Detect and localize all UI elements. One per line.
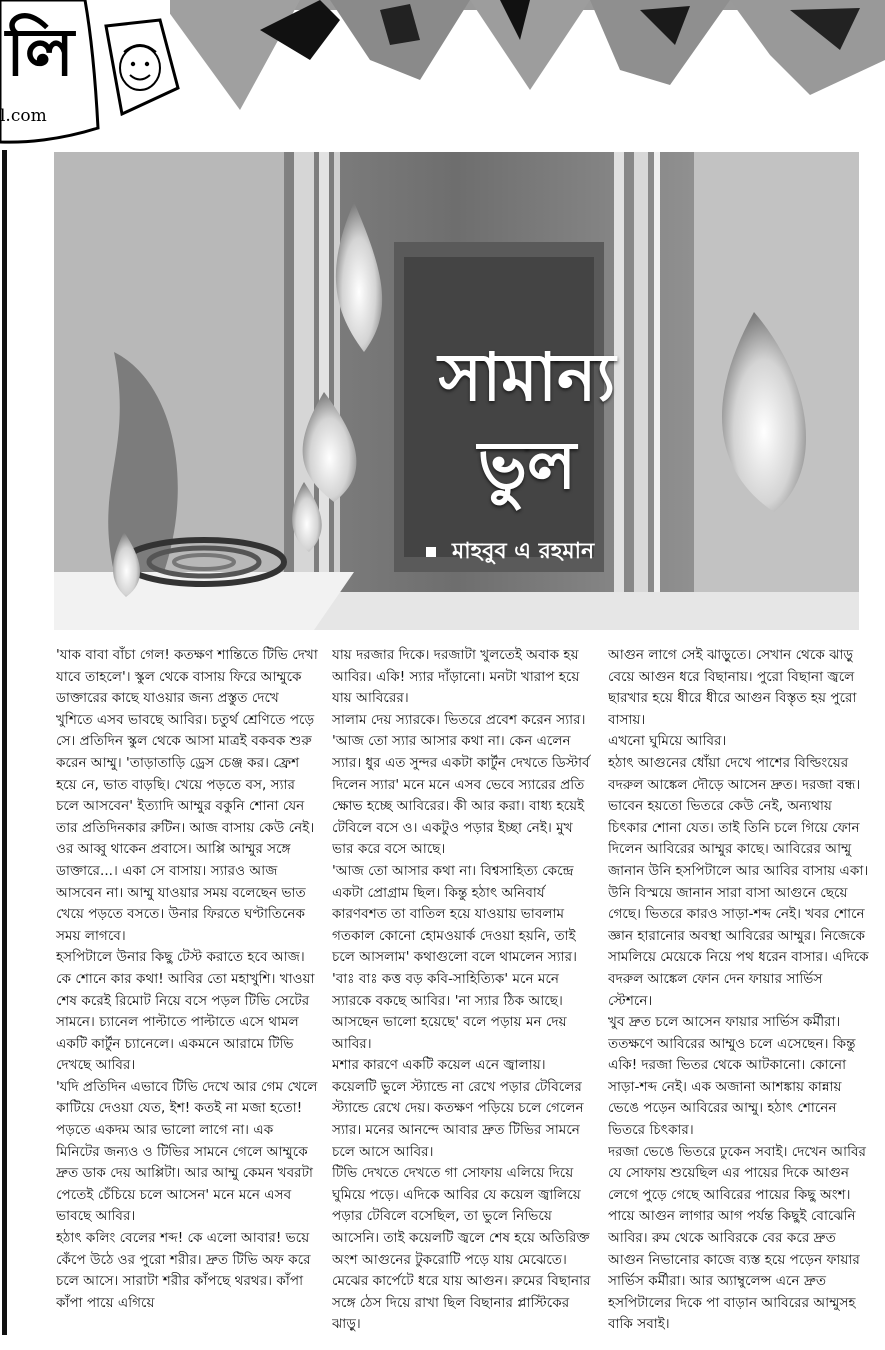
article-byline <box>426 534 594 571</box>
paragraph: মশার কারণে একটি কয়েল এনে জ্বালায়। কয়েলটি ভুলে স্ট্যান্ডে না রেখে পড়ার টেবিলের স্ট্যান্ডে রেখে দেয়। কতক্ষণ পড়িয়ে চলে গেলেন স্যার। মনের আনন্দে আবার দ্রুত টিভির সামনে চলে আসে আবির। <box>332 1057 584 1160</box>
paragraph: সালাম দেয় স্যারকে। ভিতরে প্রবেশ করেন স্যার। 'আজ তো স্যার আসার কথা না। কেন এলেন স্যার। ধুর এত সুন্দর একটা কার্টুন দেখতে ডিস্টার্ব দিলেন স্যার' মনে মনে এসব ভেবে স্যারের প্রতি ক্ষোভ হচ্ছে আবিরের। কী আর করা। বাধ্য হয়েই টেবিলে বসে ও। একটুও পড়ার ইচ্ছা নেই। মুখ ভার করে বসে আছে। <box>332 711 590 858</box>
paragraph: হসপিটালে উনার কিছু টেস্ট করাতে হবে আজ। কে শোনে কার কথা! আবির তো মহাখুশি। খাওয়া শেষ করেই রিমোট নিয়ে বসে পড়ল টিভি সেটের সামনে। চ্যানেল পাল্টাতে পাল্টাতে এসে থামল একটি কার্টুন চ্যানেলে। একমনে আরামে টিভি দেখছে আবির। <box>56 949 315 1074</box>
paragraph: 'যাক বাবা বাঁচা গেল! কতক্ষণ শান্তিতে টিভি দেখা যাবে তাহলে'। স্কুল থেকে বাসায় ফিরে আম্মুকে ডাক্তারের কাছে যাওয়ার জন্য প্রস্তুত দেখে খুশিতে এসব ভাবছে আবির। চতুর্থ শ্রেণিতে পড়ে সে। প্রতিদিন স্কুল থেকে আসা মাত্রই বকবক শুরু করেন আম্মু। 'তাড়াতাড়ি ড্রেস চেঞ্জ কর। ফ্রেশ হয়ে নে, ভাত বাড়ছি। খেয়ে পড়তে বস, স্যার চলে আসবেন' ইত্যাদি আম্মুর বকুনি শোনা যেন তার প্রতিদিনকার রুটিন। আজ বাসায় কেউ নেই। ওর আব্বু থাকেন প্রবাসে। আপ্পি আম্মুর সঙ্গে ডাক্তারে...। একা সে বাসায়। স্যারও আজ আসবেন না। আম্মু যাওয়ার সময় বলেছেন ভাত খেয়ে পড়তে বসতে। উনার ফিরতে ঘণ্টাতিনেক সময় লাগবে। <box>56 647 318 944</box>
article-column-1 <box>56 645 318 1335</box>
brand-url: l.com <box>0 106 47 126</box>
paragraph: হঠাৎ কলিং বেলের শব্দ! কে এলো আবার! ভয়ে কেঁপে উঠে ওর পুরো শরীর। দ্রুত টিভি অফ করে চলে আসে। সারাটা শরীর কাঁপছে থরথর। কাঁপা কাঁপা পায়ে এগিয়ে <box>56 1230 311 1311</box>
masthead <box>0 0 885 150</box>
article-title-line-2: ভুল <box>477 427 577 504</box>
masthead-decoration <box>170 0 885 110</box>
side-rule <box>2 150 7 1335</box>
author-name: মাহবুব এ রহমান <box>452 539 595 564</box>
paragraph: হঠাৎ আগুনের ধোঁয়া দেখে পাশের বিল্ডিংয়ের বদরুল আঙ্কেল দৌড়ে আসেন দ্রুত। দরজা বন্ধ। ভাবেন হয়তো ভিতরে কেউ নেই, অন্যথায় চিৎকার শোনা যেত। তাই তিনি চলে গিয়ে ফোন দিলেন আবিরের আম্মুর কাছে। আবিরের আম্মু জানান উনি হসপিটালে আর আবির বাসায় একা। উনি বিস্ময়ে জানান সারা বাসা আগুনে ছেয়ে গেছে। ভিতরে কারও সাড়া-শব্দ নেই। খবর শোনে জ্ঞান হারানোর অবস্থা আবিরের আম্মুর। নিজেকে সামলিয়ে মেয়েকে নিয়ে পথ ধরেন বাসার। এদিকে বদরুল আঙ্কেল ফোন দেন ফায়ার সার্ভিস স্টেশনে। <box>608 754 869 1009</box>
brand-logo[interactable] <box>0 0 100 145</box>
article-column-3 <box>608 645 870 1335</box>
paragraph: যায় দরজার দিকে। দরজাটা খুলতেই অবাক হয় আবির। একি! স্যার দাঁড়ানো। মনটা খারাপ হয়ে যায় আবিরের। <box>332 647 580 707</box>
paragraph: এখনো ঘুমিয়ে আবির। <box>608 733 727 750</box>
article-title <box>402 334 652 510</box>
paragraph: টিভি দেখতে দেখতে গা সোফায় এলিয়ে দিয়ে ঘুমিয়ে পড়ে। এদিকে আবির যে কয়েল জ্বালিয়ে পড়ার টেবিলে বসেছিল, তা ভুলে নিভিয়ে আসেনি। তাই কয়েলটি জ্বলে শেষ হয়ে অতিরিক্ত অংশ আগুনের টুকরোটি পড়ে যায় মেঝেতে। মেঝের কার্পেটে ধরে যায় আগুন। রুমের বিছানার সঙ্গে ঠেস দিয়ে রাখা ছিল বিছানার প্লাস্টিকের ঝাড়ু। <box>332 1165 591 1333</box>
brand-glyph: লি <box>6 14 75 91</box>
paragraph: 'যদি প্রতিদিন এভাবে টিভি দেখে আর গেম খেলে কাটিয়ে দেওয়া যেত, ইশ! কতই না মজা হতো! পড়তে একদম আর ভালো লাগে না। এক মিনিটের জন্যও ও টিভির সামনে গেলে আম্মুকে দ্রুত ডাক দেয় আপ্পিটা। আর আম্মু কেমন খবরটা পেতেই চেঁচিয়ে চলে আসেন' মনে মনে এসব ভাবছে আবির। <box>56 1078 318 1225</box>
bullet-square-icon <box>426 547 436 557</box>
paragraph: 'আজ তো আসার কথা না। বিশ্বসাহিত্য কেন্দ্রে একটা প্রোগ্রাম ছিল। কিন্তু হঠাৎ অনিবার্য কারণবশত তা বাতিল হয়ে যাওয়ায় ভাবলাম গতকাল কোনো হোমওয়ার্ক দেওয়া হয়নি, তাই চলে আসলাম' কথাগুলো বলে থামলেন স্যার। 'বাঃ বাঃ কত্ত বড় কবি-সাহিত্যিক' মনে মনে স্যারকে বকছে আবির। 'না স্যার ঠিক আছে। আসছেন ভালো হয়েছে' বলে পড়ায় মন দেয় আবির। <box>332 862 577 1052</box>
article-column-2 <box>332 645 594 1335</box>
paragraph: আগুন লাগে সেই ঝাড়ুতে। সেখান থেকে ঝাড়ু বেয়ে আগুন ধরে বিছানায়। পুরো বিছানা জ্বলে ছারখার হয়ে ধীরে ধীরে আগুন বিস্তৃত হয় পুরো বাসায়। <box>608 647 857 728</box>
article-body <box>56 645 869 1335</box>
hero-illustration <box>54 152 859 630</box>
article-title-line-1: সামান্য <box>438 339 616 416</box>
paragraph: খুব দ্রুত চলে আসেন ফায়ার সার্ভিস কর্মীরা। ততক্ষণে আবিরের আম্মুও চলে এসেছেন। কিন্তু একি! দরজা ভিতর থেকে আটকানো। কোনো সাড়া-শব্দ নেই। এক অজানা আশঙ্কায় কান্নায় ভেঙে পড়েন আবিরের আম্মু। হঠাৎ শোনেন ভিতরে চিৎকার। <box>608 1014 856 1139</box>
paragraph: দরজা ভেঙে ভিতরে ঢুকেন সবাই। দেখেন আবির যে সোফায় শুয়েছিল এর পায়ের দিকে আগুন লেগে পুড়ে গেছে আবিরের পায়ের কিছু অংশ। পায়ে আগুন লাগার আগ পর্যন্ত কিছুই বোঝেনি আবির। রুম থেকে আবিরকে বের করে দ্রুত আগুন নিভানোর কাজে ব্যস্ত হয়ে পড়েন ফায়ার সার্ভিস কর্মীরা। আর অ্যাম্বুলেন্স এনে দ্রুত হসপিটালের দিকে পা বাড়ান আবিরের আম্মুসহ বাকি সবাই। <box>608 1143 867 1333</box>
